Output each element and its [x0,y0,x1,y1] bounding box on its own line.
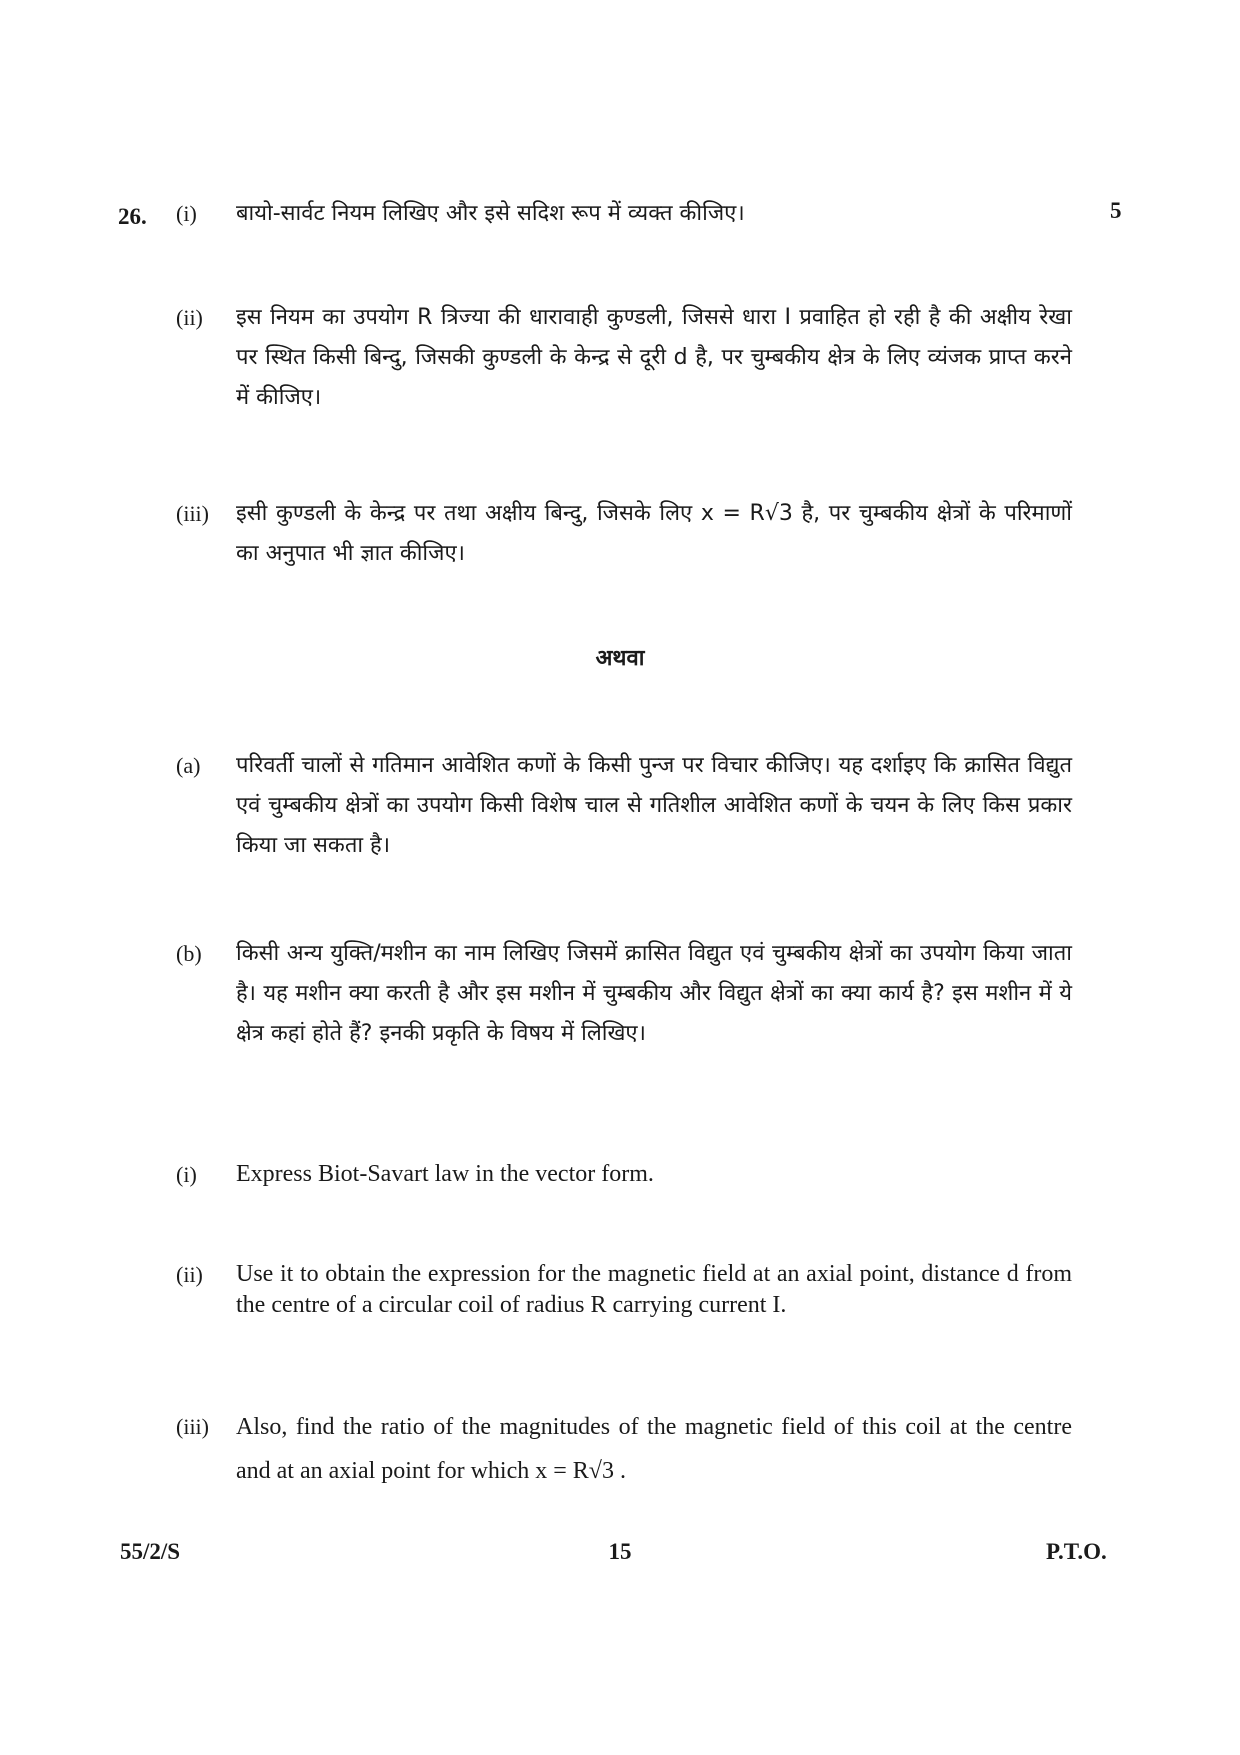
page-number: 15 [608,1539,632,1564]
paper-code: 55/2/S [120,1539,181,1564]
question-number: 26. [118,204,147,229]
item-label: (a) [176,753,201,778]
item-label: (b) [176,941,202,966]
item-text: Use it to obtain the expression for the magnetic field at an axial point, distance d from the centre of a circular coil of radius R carrying current I. [236,1261,1072,1318]
item-label: (iii) [176,501,209,526]
item-label: (i) [176,201,197,226]
question-marks: 5 [1110,198,1122,223]
item-text: परिवर्ती चालों से गतिमान आवेशित कणों के किसी पुन्ज पर विचार कीजिए। यह दर्शाइए कि क्रासित विद्युत एवं चुम्बकीय क्षेत्रों का उपयोग किसी विशेष चाल से गतिशील आवेशित कणों के चयन के लिए किस प्रकार किया जा सकता है। [236,753,1072,858]
item-text: Also, find the ratio of the magnitudes of the magnetic field of this coil at the centre and at an axial point for which x = R√3 . [236,1414,1072,1484]
item-label: (ii) [176,1262,203,1287]
item-text: किसी अन्य युक्ति/मशीन का नाम लिखिए जिसमें क्रासित विद्युत एवं चुम्बकीय क्षेत्रों का उपयोग किया जाता है। यह मशीन क्या करती है और इस मशीन में चुम्बकीय और विद्युत क्षेत्रों का क्या कार्य है? इस मशीन में ये क्षेत्र कहां होते हैं? इनकी प्रकृति के विषय में लिखिए। [236,941,1072,1046]
item-text: इसी कुण्डली के केन्द्र पर तथा अक्षीय बिन्दु, जिसके लिए x = R√3 है, पर चुम्बकीय क्षेत्रों के परिमाणों का अनुपात भी ज्ञात कीजिए। [236,501,1072,566]
item-text: इस नियम का उपयोग R त्रिज्या की धारावाही कुण्डली, जिससे धारा I प्रवाहित हो रही है की अक्षीय रेखा पर स्थित किसी बिन्दु, जिसकी कुण्डली के केन्द्र से दूरी d है, पर चुम्बकीय क्षेत्र के लिए व्यंजक प्राप्त करने में कीजिए। [236,305,1072,410]
item-text: बायो-सार्वट नियम लिखिए और इसे सदिश रूप में व्यक्त कीजिए। [236,201,745,226]
item-label: (ii) [176,305,203,330]
item-label: (iii) [176,1414,209,1439]
item-text: Express Biot-Savart law in the vector form. [236,1161,654,1187]
item-label: (i) [176,1162,197,1187]
pto-label: P.T.O. [1046,1539,1107,1564]
or-heading: अथवा [595,646,645,671]
